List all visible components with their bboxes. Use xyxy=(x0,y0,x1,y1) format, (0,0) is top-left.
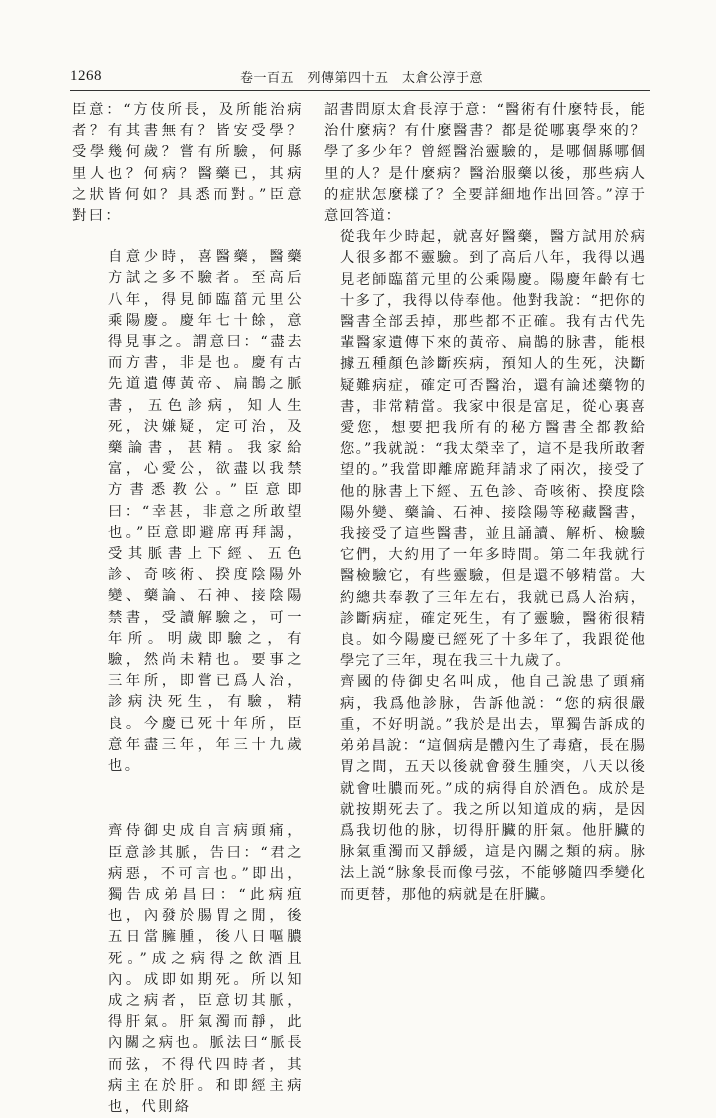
translation-paragraph-1: 詔書問原太倉長淳于意：“醫術有什麼特長，能治什麼病？有什麼醫書？都是從哪裏學來的？學了多少年？曾經醫治靈驗的，是哪個縣哪個里的人？是什麼病？醫治服藥以後，那些病人的症狀怎麼樣了？全要詳細地作出回答。”淳于意回答道： xyxy=(324,102,646,225)
classical-paragraph-2: 自意少時，喜醫藥，醫藥方試之多不驗者。至高后八年，得見師臨菑元里公乘陽慶。慶年七十餘，意得見事之。謂意曰：“盡去而方書，非是也。慶有古先道遺傳黃帝、扁鵲之脈書，五色診病，知人生死，決嫌疑，定可治，及藥論書，甚精。我家給富，心愛公，欲盡以我禁方書悉教公。”臣意即曰：“幸甚，非意之所敢望也。”臣意即避席再拜謁，受其脈書上下經、五色診、奇咳術、揆度陰陽外變、藥論、石神、接陰陽禁書，受讀解驗之，可一年所。明歲即驗之，有驗，然尚未精也。要事之三年所，即嘗已爲人治，診病決死生，有驗，精良。今慶已死十年所，臣意年盡三年，年三十九歲也。 xyxy=(108,249,304,775)
translation-paragraph-2: 從我年少時起，就喜好醫藥，醫方試用於病人很多都不靈驗。到了高后八年，我得以遇見老師臨菑元里的公乘陽慶。陽慶年齡有七十多了，我得以侍奉他。他對我說：“把你的醫書全部丢掉，那些都不正確。我有古代先輩醫家遺傳下來的黃帝、扁鵲的脉書，能根據五種顏色診斷疾病，預知人的生死，決斷疑難病症，確定可否醫治，還有論述藥物的書，非常精當。我家中很是富足，從心裏喜愛您，想要把我所有的秘方醫書全都教給您。”我就説：“我太榮幸了，這不是我所敢奢望的。”我當即離席跪拜請求了兩次，接受了他的脉書上下經、五色診、奇咳術、揆度陰陽外變、藥論、石神、接陰陽等秘藏醫書，我接受了這些醫書，並且誦讀、解析、檢驗它們，大約用了一年多時間。第二年我就行醫檢驗它，有些靈驗，但是還不够精當。大約總共奉教了三年左右，我就已爲人治病，診斷病症，確定死生，有了靈驗，醫術很精良。如今陽慶已經死了十多年了，我跟從他學完了三年，現在我三十九歲了。 xyxy=(340,229,646,670)
page-header xyxy=(70,64,650,90)
section-gap xyxy=(72,777,304,821)
running-title: 卷一百五 列傳第四十五 太倉公淳于意 xyxy=(240,71,484,86)
classical-text-column xyxy=(72,100,304,1118)
paragraph-gap xyxy=(72,227,304,247)
classical-paragraph-1: 臣意：“方伎所長，及所能治病者？有其書無有？皆安受學？受學幾何歲？嘗有所驗，何縣里人也？何病？醫藥已，其病之狀皆何如？具悉而對。”臣意對曰： xyxy=(72,102,304,225)
classical-paragraph-3: 齊侍御史成自言病頭痛，臣意診其脈，告曰：“君之病惡，不可言也。”即出，獨告成弟昌曰：“此病疽也，內發於腸胃之閒，後五日當臃腫，後八日嘔膿死。”成之病得之飲酒且內。成即如期死。所以知成之病者，臣意切其脈，得肝氣。肝氣濁而靜，此內關之病也。脈法曰“脈長而弦，不得代四時者，其病主在於肝。和即經主病也，代則絡 xyxy=(108,823,304,1115)
page-number: 1268 xyxy=(70,68,102,84)
translation-column xyxy=(324,100,646,906)
header-rule xyxy=(70,90,650,91)
translation-paragraph-3: 齊國的侍御史名叫成，他自己說患了頭痛病，我爲他診脉，告訴他説：“您的病很嚴重，不好明説。”我於是出去，單獨告訴成的弟弟昌說：“這個病是體內生了毒瘡，長在腸胃之間，五天以後就會發生腫突，八天以後就會吐膿而死。”成的病得自於酒色。成於是就按期死去了。我之所以知道成的病，是因爲我切他的脉，切得肝臟的肝氣。他肝臟的脉氣重濁而又靜緩，這是內關之類的病。脉法上説“脉象長而像弓弦，不能够隨四季變化而更替，那他的病就是在肝臟。 xyxy=(340,674,646,903)
